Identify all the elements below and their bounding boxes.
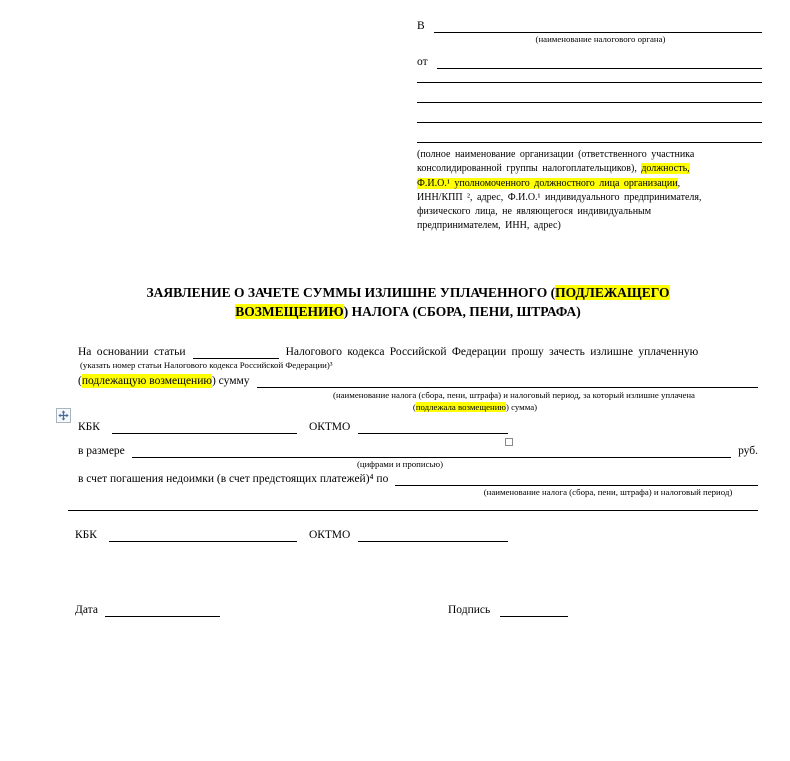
rub-label: руб. <box>738 445 758 457</box>
date-signature-row <box>75 602 758 620</box>
sum-caption-line1: (наименование налога (сбора, пени, штрафа) и налоговый период, за который излишне уплачена <box>333 390 695 400</box>
org-note-line1: (полное наименование организации (ответственного участника <box>417 149 695 160</box>
org-note-line2-pre: консолидированной группы налогоплательщиков), <box>417 163 642 175</box>
signature-group <box>448 602 568 617</box>
org-note-line3-highlight: Ф.И.О.¹ уполномоченного должностного лица организации <box>417 177 678 189</box>
to-caption: (наименование налогового органа) <box>535 34 666 44</box>
offset-caption: (наименование налога (сбора, пени, штрафа) и налоговый период) <box>483 487 733 497</box>
sum-label: ) сумму <box>211 375 250 387</box>
basis-caption: (указать номер статьи Налогового кодекса Российской Федерации)³ <box>80 360 333 370</box>
org-note-line4: ИНН/КПП ², адрес, Ф.И.О.¹ индивидуального предпринимателя, <box>417 191 702 203</box>
kbk-label-1: КБК <box>78 421 100 433</box>
signature-label: Подпись <box>448 604 491 616</box>
signature-blank-field[interactable] <box>500 602 568 617</box>
title-line2-post: ) НАЛОГА (СБОРА, ПЕНИ, ШТРАФА) <box>343 303 581 319</box>
offset-row <box>78 471 758 486</box>
date-label: Дата <box>75 604 98 616</box>
kbk-label-2: КБК <box>75 529 97 541</box>
basis-row <box>78 344 758 359</box>
basis-text: Налогового кодекса Российской Федерации прошу зачесть излишне уплаченную <box>285 346 699 358</box>
sum-caption2-post: ) сумма) <box>505 402 538 412</box>
kbk-oktmo-row-1 <box>78 419 508 434</box>
oktmo-label-1: ОКТМО <box>308 421 351 433</box>
kbk-oktmo-row-2 <box>75 527 508 542</box>
applicant-blank-field-1[interactable] <box>437 54 762 69</box>
title-line1-pre: ЗАЯВЛЕНИЕ О ЗАЧЕТЕ СУММЫ ИЗЛИШНЕ УПЛАЧЕННОГО ( <box>146 285 556 300</box>
applicant-blank-field-3[interactable] <box>417 83 762 103</box>
org-note-line5: физического лица, не являющегося индивидуальным <box>417 206 652 218</box>
oktmo-blank-field-2[interactable] <box>358 527 508 542</box>
sum-paren-open: ( <box>78 375 82 387</box>
four-way-arrow-icon <box>58 410 69 421</box>
article-number-blank-field[interactable] <box>193 344 279 359</box>
sum-caption-line2 <box>275 402 675 413</box>
kbk-blank-field-2[interactable] <box>109 527 297 542</box>
to-label: В <box>417 20 425 32</box>
basis-label: На основании статьи <box>78 346 186 358</box>
amount-caption: (цифрами и прописью) <box>356 459 444 469</box>
applicant-blank-field-2[interactable] <box>417 69 762 83</box>
oktmo-blank-field-1[interactable] <box>358 419 508 434</box>
tax-authority-blank-field[interactable] <box>434 18 762 33</box>
applicant-blank-field-5[interactable] <box>417 123 762 143</box>
amount-label: в размере <box>78 445 125 457</box>
org-note-line6: предпринимателем, ИНН, адрес) <box>417 220 561 232</box>
from-row <box>417 54 762 69</box>
document-title <box>63 284 753 321</box>
applicant-blank-field-4[interactable] <box>417 103 762 123</box>
section-divider <box>68 510 758 511</box>
sum-highlight: подлежащую возмещению <box>81 375 212 387</box>
sum-caption2-highlight: подлежала возмещению <box>415 402 506 412</box>
addressee-block <box>417 18 762 234</box>
tax-name-blank-field[interactable] <box>257 373 758 388</box>
from-label: от <box>417 56 428 68</box>
offset-tax-blank-field[interactable] <box>395 471 758 486</box>
offset-label: в счет погашения недоимки (в счет предстоящих платежей)⁴ по <box>78 473 389 485</box>
title-line1-highlight: ПОДЛЕЖАЩЕГО <box>555 285 670 300</box>
to-row <box>417 18 762 33</box>
amount-blank-field[interactable] <box>132 443 731 458</box>
sum-row <box>78 373 758 388</box>
amount-row <box>78 443 758 458</box>
date-blank-field[interactable] <box>105 602 220 617</box>
table-move-handle[interactable] <box>56 408 71 423</box>
applicant-note <box>417 148 762 234</box>
kbk-blank-field-1[interactable] <box>112 419 297 434</box>
date-group <box>75 602 220 617</box>
org-note-line2-highlight: должность, <box>641 163 690 175</box>
oktmo-label-2: ОКТМО <box>308 529 351 541</box>
sum-caption2-paren-open: ( <box>412 402 416 412</box>
org-note-line3-post: , <box>677 177 681 189</box>
title-line2-highlight: ВОЗМЕЩЕНИЮ <box>235 303 344 319</box>
